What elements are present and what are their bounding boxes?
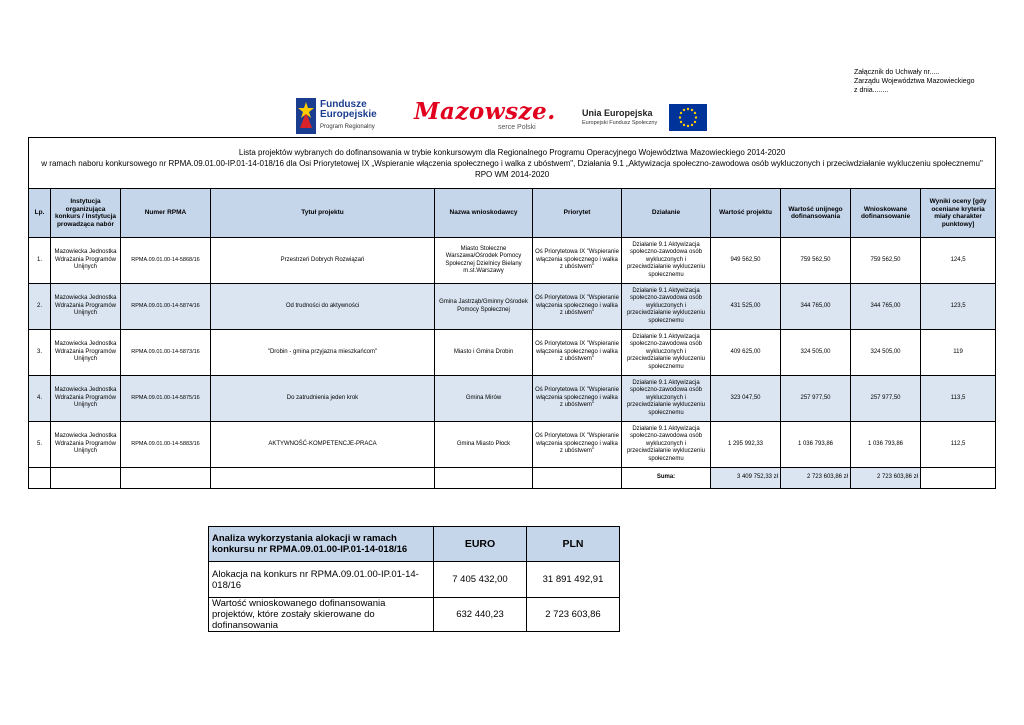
cell-requested: 344 765,00 (851, 284, 921, 330)
alloc-row2-euro: 632 440,23 (434, 598, 527, 632)
cell-score: 123,5 (921, 284, 996, 330)
sum-empty-cell (121, 468, 211, 489)
cell-lp: 3. (29, 330, 51, 376)
cell-score: 112,5 (921, 422, 996, 468)
cell-number: RPMA.09.01.00-14-5883/16 (121, 422, 211, 468)
note-line-1: Załącznik do Uchwały nr..... (854, 69, 940, 76)
cell-lp: 2. (29, 284, 51, 330)
cell-lp: 1. (29, 238, 51, 284)
fe-star-icon (296, 98, 316, 134)
table-header-row (29, 189, 996, 238)
cell-score: 119 (921, 330, 996, 376)
header-score: Wyniki oceny [gdy oceniane kryteria miały charakter punktowy] (921, 189, 996, 238)
cell-title: Przestrzeń Dobrych Rozwiązań (211, 238, 435, 284)
cell-score: 113,5 (921, 376, 996, 422)
header-title: Tytuł projektu (211, 189, 435, 238)
cell-score: 124,5 (921, 238, 996, 284)
cell-value: 409 625,00 (711, 330, 781, 376)
fundusze-europejskie-logo (296, 98, 386, 134)
alloc-row1-pln: 31 891 492,91 (527, 562, 620, 598)
alloc-euro-header: EURO (434, 527, 527, 562)
alloc-header: Analiza wykorzystania alokacji w ramach konkursu nr RPMA.09.01.00-IP.01-14-018/16 (209, 527, 434, 562)
fe-line-1: Fundusze (320, 99, 367, 110)
cell-requested: 257 977,50 (851, 376, 921, 422)
fe-line-2: Europejskie (320, 109, 377, 120)
ue-line-2: Europejski Fundusz Społeczny (582, 120, 658, 126)
cell-institution: Mazowiecka Jednostka Wdrażania Programów Unijnych (51, 422, 121, 468)
sum-empty-cell (533, 468, 622, 489)
cell-number: RPMA.09.01.00-14-5875/16 (121, 376, 211, 422)
cell-value: 1 295 992,33 (711, 422, 781, 468)
table-row (29, 376, 996, 422)
mazowsze-main-text: Mazowsze. (414, 98, 556, 125)
note-line-2: Zarządu Województwa Mazowieckiego (854, 78, 975, 85)
cell-eligible: 759 562,50 (781, 238, 851, 284)
sum-eligible: 2 723 603,86 zł (781, 468, 851, 489)
cell-applicant: Miasto Stołeczne Warszawa/Ośrodek Pomocy Społecznej Dzielnicy Bielany m.st.Warszawy (435, 238, 533, 284)
cell-applicant: Gmina Jastrząb/Gminny Ośrodek Pomocy Społecznej (435, 284, 533, 330)
eu-flag-icon (669, 104, 707, 131)
cell-value: 949 562,50 (711, 238, 781, 284)
alloc-row1-euro: 7 405 432,00 (434, 562, 527, 598)
header-eligible: Wartość unijnego dofinansowania (781, 189, 851, 238)
mazowsze-sub-text: serce Polski (498, 124, 536, 131)
cell-priority: Oś Priorytetowa IX "Wspieranie włączenia społecznego i walka z ubóstwem" (533, 330, 622, 376)
table-title (29, 138, 996, 189)
table-row (29, 238, 996, 284)
cell-number: RPMA.09.01.00-14-5874/16 (121, 284, 211, 330)
sum-row (29, 468, 996, 489)
cell-action: Działanie 9.1 Aktywizacja społeczno-zawodowa osób wykluczonych i przeciwdziałanie wykluczeniu społecznemu (622, 376, 711, 422)
sum-empty-cell (921, 468, 996, 489)
cell-requested: 1 036 793,86 (851, 422, 921, 468)
attachment-note (854, 68, 974, 95)
header-priority: Priorytet (533, 189, 622, 238)
cell-action: Działanie 9.1 Aktywizacja społeczno-zawodowa osób wykluczonych i przeciwdziałanie wykluczeniu społecznemu (622, 238, 711, 284)
header-lp: Lp. (29, 189, 51, 238)
cell-eligible: 344 765,00 (781, 284, 851, 330)
cell-eligible: 1 036 793,86 (781, 422, 851, 468)
header-value: Wartość projektu (711, 189, 781, 238)
mazowsze-logo (414, 98, 556, 134)
cell-title: Do zatrudnienia jeden krok (211, 376, 435, 422)
title-line-1: Lista projektów wybranych do dofinansowania w trybie konkursowym dla Regionalnego Programu Operacyjnego Województwa Mazowieckiego 2014-2020 (238, 147, 786, 157)
cell-title: Od trudności do aktywności (211, 284, 435, 330)
cell-priority: Oś Priorytetowa IX "Wspieranie włączenia społecznego i walka z ubóstwem" (533, 238, 622, 284)
title-line-3: RPO WM 2014-2020 (474, 169, 550, 179)
cell-institution: Mazowiecka Jednostka Wdrażania Programów Unijnych (51, 330, 121, 376)
ue-line-1: Unia Europejska (582, 108, 653, 118)
cell-lp: 4. (29, 376, 51, 422)
cell-lp: 5. (29, 422, 51, 468)
cell-applicant: Miasto i Gmina Drobin (435, 330, 533, 376)
header-institution: Instytucja organizująca konkurs / Instytucja prowadząca nabór (51, 189, 121, 238)
cell-requested: 324 505,00 (851, 330, 921, 376)
sum-requested: 2 723 603,86 zł (851, 468, 921, 489)
sum-empty-cell (29, 468, 51, 489)
cell-eligible: 257 977,50 (781, 376, 851, 422)
cell-priority: Oś Priorytetowa IX "Wspieranie włączenia społecznego i walka z ubóstwem" (533, 376, 622, 422)
cell-institution: Mazowiecka Jednostka Wdrażania Programów Unijnych (51, 376, 121, 422)
sum-value: 3 409 752,33 zł (711, 468, 781, 489)
sum-empty-cell (51, 468, 121, 489)
title-line-2: w ramach naboru konkursowego nr RPMA.09.01.00-IP.01-14-018/16 dla Osi Priorytetowej IX „Wspieranie włączenia społecznego i walka z ubóstwem", Działania 9.1 „Aktywizacja społeczno-zawodowa osób wykluczonych i przeciwdziałanie wykluczeniu społecznemu" (41, 158, 983, 168)
cell-title: "Drobin - gmina przyjazna mieszkańcom" (211, 330, 435, 376)
cell-priority: Oś Priorytetowa IX "Wspieranie włączenia społecznego i walka z ubóstwem" (533, 422, 622, 468)
header-number: Numer RPMA (121, 189, 211, 238)
header-action: Działanie (622, 189, 711, 238)
cell-value: 431 525,00 (711, 284, 781, 330)
allocation-table (208, 526, 620, 632)
cell-eligible: 324 505,00 (781, 330, 851, 376)
cell-action: Działanie 9.1 Aktywizacja społeczno-zawodowa osób wykluczonych i przeciwdziałanie wykluczeniu społecznemu (622, 284, 711, 330)
cell-action: Działanie 9.1 Aktywizacja społeczno-zawodowa osób wykluczonych i przeciwdziałanie wykluczeniu społecznemu (622, 422, 711, 468)
cell-title: AKTYWNOŚĆ-KOMPETENCJE-PRACA (211, 422, 435, 468)
cell-institution: Mazowiecka Jednostka Wdrażania Programów Unijnych (51, 284, 121, 330)
cell-requested: 759 562,50 (851, 238, 921, 284)
cell-number: RPMA.09.01.00-14-5873/16 (121, 330, 211, 376)
alloc-row2-label: Wartość wnioskowanego dofinansowania projektów, które zostały skierowane do dofinansowania (209, 598, 434, 632)
table-row (29, 284, 996, 330)
table-row (29, 330, 996, 376)
header-requested: Wnioskowane dofinansowanie (851, 189, 921, 238)
cell-value: 323 047,50 (711, 376, 781, 422)
note-line-3: z dnia........ (854, 87, 889, 94)
cell-institution: Mazowiecka Jednostka Wdrażania Programów Unijnych (51, 238, 121, 284)
alloc-row1-label: Alokacja na konkurs nr RPMA.09.01.00-IP.01-14-018/16 (209, 562, 434, 598)
cell-action: Działanie 9.1 Aktywizacja społeczno-zawodowa osób wykluczonych i przeciwdziałanie wykluczeniu społecznemu (622, 330, 711, 376)
alloc-pln-header: PLN (527, 527, 620, 562)
projects-table (28, 137, 996, 489)
cell-applicant: Gmina Miasto Płock (435, 422, 533, 468)
unia-europejska-logo (580, 104, 710, 134)
sum-label: Suma: (622, 468, 711, 489)
cell-priority: Oś Priorytetowa IX "Wspieranie włączenia społecznego i walka z ubóstwem" (533, 284, 622, 330)
logo-bar (0, 96, 1024, 136)
table-row (29, 422, 996, 468)
fe-line-3: Program Regionalny (320, 124, 375, 130)
sum-empty-cell (211, 468, 435, 489)
header-applicant: Nazwa wnioskodawcy (435, 189, 533, 238)
sum-empty-cell (435, 468, 533, 489)
alloc-row2-pln: 2 723 603,86 (527, 598, 620, 632)
cell-applicant: Gmina Mirów (435, 376, 533, 422)
cell-number: RPMA.09.01.00-14-5868/16 (121, 238, 211, 284)
